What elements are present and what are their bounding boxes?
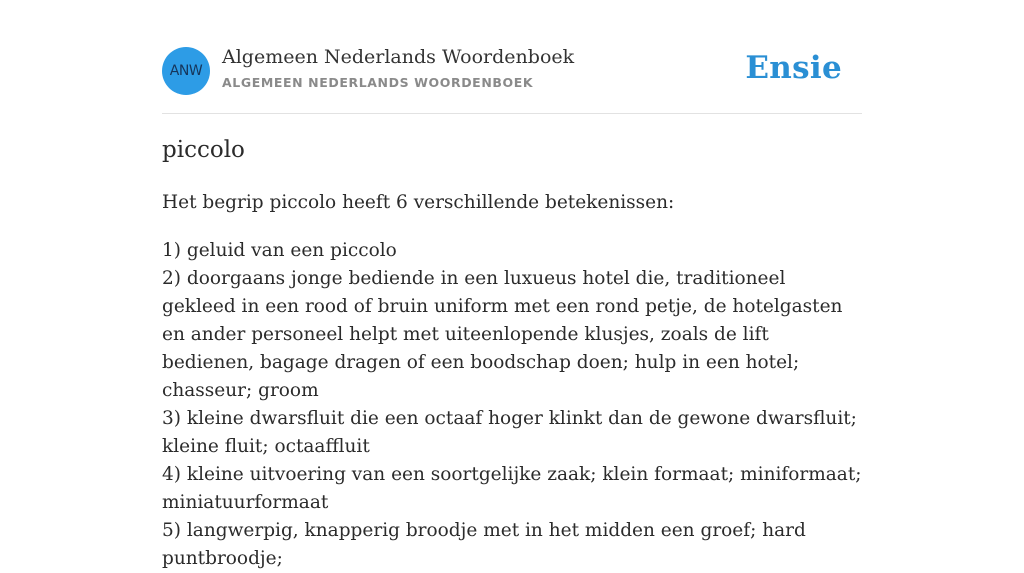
source-subtitle: ALGEMEEN NEDERLANDS WOORDENBOEK: [222, 75, 534, 90]
definition-item: 1) geluid van een piccolo: [162, 240, 397, 261]
intro-text: Het begrip piccolo heeft 6 verschillende betekenissen:: [162, 192, 675, 213]
definitions-list: [162, 237, 862, 573]
term-title: piccolo: [162, 137, 245, 163]
header: [162, 46, 862, 96]
header-divider: [162, 113, 862, 114]
definition-item: 3) kleine dwarsfluit die een octaaf hoger klinkt dan de gewone dwarsfluit; kleine fluit; octaaffluit: [162, 408, 857, 457]
logo-text: ANW: [169, 63, 203, 79]
source-title[interactable]: Algemeen Nederlands Woordenboek: [222, 46, 575, 68]
ensie-brand-logo[interactable]: Ensie: [745, 50, 842, 86]
definition-item: 4) kleine uitvoering van een soortgelijke zaak; klein formaat; miniformaat; miniatuurformaat: [162, 464, 862, 513]
anw-logo[interactable]: [162, 47, 210, 95]
definition-item: 2) doorgaans jonge bediende in een luxueus hotel die, traditioneel gekleed in een rood of bruin uniform met een rond petje, de hotelgasten en ander personeel helpt met uiteenlopende klusjes, zoals de lift bedienen, bagage dragen of een boodschap doen; hulp in een hotel; chasseur; groom: [162, 268, 843, 401]
definition-item: 5) langwerpig, knapperig broodje met in het midden een groef; hard puntbroodje;: [162, 520, 806, 569]
